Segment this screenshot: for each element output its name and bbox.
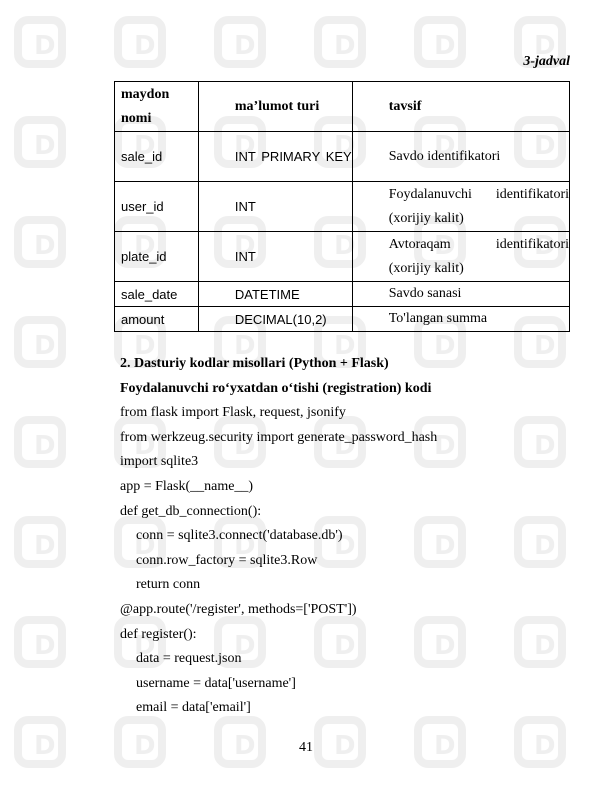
cell-field: amount [115, 307, 199, 332]
cell-desc: Savdo sanasi [352, 282, 569, 307]
code-line: conn = sqlite3.connect('database.db') [136, 528, 343, 544]
code-line: import sqlite3 [120, 454, 199, 470]
cell-type: INT [198, 182, 352, 232]
cell-type: DATETIME [198, 282, 352, 307]
code-line: conn.row_factory = sqlite3.Row [136, 552, 318, 568]
body-text [120, 352, 580, 721]
table-row [115, 307, 570, 332]
code-line: username = data['username'] [136, 675, 296, 691]
cell-desc: Foydalanuvchi identifikatori (xorijiy kalit) [352, 182, 569, 232]
cell-field: sale_id [115, 132, 199, 182]
header-field-name: maydon nomi [115, 82, 199, 132]
table-row [115, 182, 570, 232]
code-line: from flask import Flask, request, jsonify [120, 405, 346, 421]
code-line: app = Flask(__name__) [120, 478, 254, 494]
code-line: @app.route('/register', methods=['POST']) [120, 601, 357, 617]
cell-desc: Avtoraqam identifikatori (xorijiy kalit) [352, 232, 569, 282]
cell-type: INT [198, 232, 352, 282]
code-line: data = request.json [136, 651, 242, 667]
table-row [115, 132, 570, 182]
cell-type: INT PRIMARY KEY [198, 132, 352, 182]
header-description: tavsif [352, 82, 569, 132]
code-line: email = data['email'] [136, 700, 251, 716]
code-line: def register(): [120, 626, 197, 642]
cell-field: user_id [115, 182, 199, 232]
cell-field: sale_date [115, 282, 199, 307]
schema-table [114, 81, 570, 332]
code-line: from werkzeug.security import generate_password_hash [120, 429, 438, 445]
cell-type: DECIMAL(10,2) [198, 307, 352, 332]
header-data-type: ma’lumot turi [198, 82, 352, 132]
table-header-row [115, 82, 570, 132]
table-row [115, 232, 570, 282]
table-caption: 3-jadval [523, 54, 570, 69]
cell-field: plate_id [115, 232, 199, 282]
section-heading: 2. Dasturiy kodlar misollari (Python + Flask) [120, 356, 389, 371]
code-line: return conn [136, 577, 201, 593]
cell-desc: Savdo identifikatori [352, 132, 569, 182]
table-row [115, 282, 570, 307]
page-number: 41 [299, 740, 313, 755]
cell-desc: To'langan summa [352, 307, 569, 332]
sub-heading: Foydalanuvchi ro‘yxatdan o‘tishi (registration) kodi [120, 380, 432, 396]
code-line: def get_db_connection(): [120, 503, 262, 519]
